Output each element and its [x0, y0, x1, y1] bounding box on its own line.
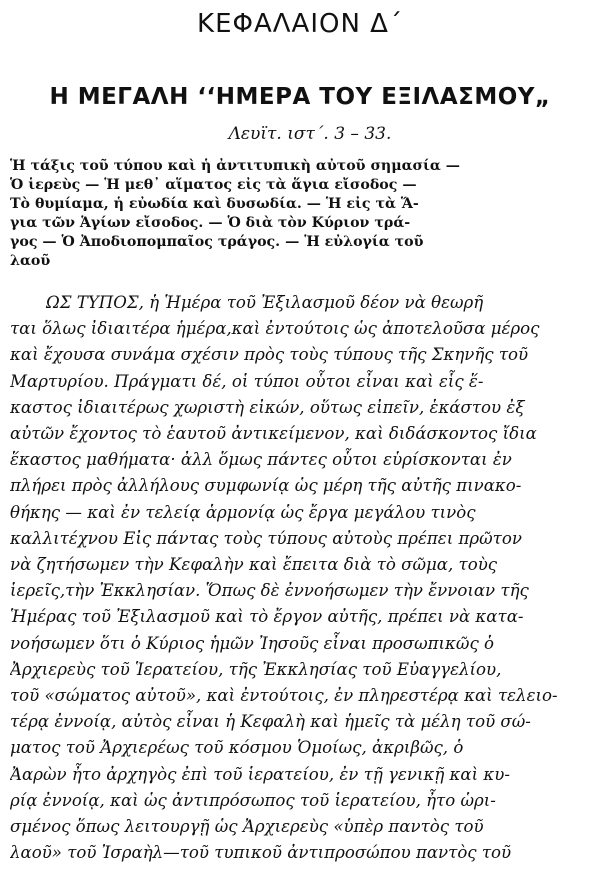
body-line: Ἀρχιερεὺς τοῦ Ἱερατείου, τῆς Ἐκκλησίας τοῦ Εὐαγγελίου, [10, 659, 502, 679]
summary-line: λαοῦ [10, 253, 51, 269]
body-line: ἕκαστος μαθήματα· ἀλλ ὅμως πάντες οὗτοι εὑρίσκονται ἐν [10, 450, 512, 470]
summary-line: Ὁ ἱερεὺς — Ἡ μεθ᾽ αἵματος εἰς τὰ ἅγια εἴσοδος — [10, 177, 417, 193]
body-line: καστος ἰδιαιτέρως χωριστὴ εἰκών, οὕτως εἰπεῖν, ἑκάστου ἐξ [10, 397, 525, 417]
body-line: τοῦ «σώματος αὐτοῦ», καὶ ἐντούτοις, ἐν πληρεστέρᾳ καὶ τελειο- [10, 686, 558, 706]
body-line: σμένος ὅπως λειτουργῇ ὡς Ἀρχιερεὺς «ὑπὲρ παντὸς τοῦ [10, 817, 484, 837]
section-title: Η ΜΕΓΑΛΗ ‘‘ΗΜΕΡΑ ΤΟΥ ΕΞΙΛΑΣΜΟΥ„ [49, 84, 551, 110]
body-line: ρίᾳ ἐννοίᾳ, καὶ ὡς ἀντιπρόσωπος τοῦ ἱερατείου, ἦτο ὡρι- [10, 790, 496, 810]
body-line: τέρᾳ ἐννοίᾳ, αὐτὸς εἶναι ἡ Κεφαλὴ καὶ ἡμεῖς τὰ μέλη τοῦ σώ- [10, 712, 531, 732]
body-line: καλλιτέχνου Εἰς πάντας τοὺς τύπους αὐτοὺς πρέπει πρῶτον [10, 528, 522, 548]
body-line: αὐτῶν ἔχοντος τὸ ἑαυτοῦ ἀντικείμενον, καὶ διδάσκοντος ἴδια [10, 424, 537, 444]
summary-line: Τὸ θυμίαμα, ἡ εὐωδία καὶ δυσωδία. — Ἡ εἰς τὰ Ἅ- [10, 196, 419, 212]
summary-line: για τῶν Ἁγίων εἴσοδος. — Ὁ διὰ τὸν Κύριον τρά- [10, 215, 411, 231]
body-line: καὶ ἔχουσα συνάμα σχέσιν πρὸς τοὺς τύπους τῆς Σκηνῆς τοῦ [10, 345, 529, 365]
body-text [10, 290, 590, 866]
summary-line: γος — Ὁ Ἀποδιοπομπαῖος τράγος. — Ἡ εὐλογία τοῦ [10, 234, 424, 250]
body-line: νὰ ζητήσωμεν τὴν Κεφαλὴν καὶ ἔπειτα διὰ τὸ σῶμα, τοὺς [10, 555, 498, 575]
body-line: λαοῦ» τοῦ Ἰσραὴλ—τοῦ τυπικοῦ ἀντιπροσώπου παντὸς τοῦ [10, 843, 512, 863]
body-line: Ἡμέρας τοῦ Ἐξιλασμοῦ καὶ τὸ ἔργον αὐτῆς, πρέπει νὰ κατα- [10, 607, 524, 627]
body-line: ματος τοῦ Ἀρχιερέως τοῦ κόσμου Ὁμοίως, ἀκριβῶς, ὁ [10, 738, 464, 758]
chapter-summary [10, 157, 582, 271]
body-line: πλήρει πρὸς ἀλλήλους συμφωνίᾳ ὡς μέρη τῆς αὐτῆς πινακο- [10, 476, 522, 496]
body-line: ἱερεῖς,τὴν Ἐκκλησίαν. Ὅπως δὲ ἐννοήσωμεν τὴν ἔννοιαν τῆς [10, 581, 529, 601]
body-line: ται ὅλως ἰδιαιτέρα ἡμέρα,καὶ ἐντούτοις ὡς ἀποτελοῦσα μέρος [10, 319, 540, 339]
body-line: θήκης — καὶ ἐν τελείᾳ ἁρμονίᾳ ὡς ἔργα μεγάλου τινὸς [10, 502, 476, 522]
body-line: νοήσωμεν ὅτι ὁ Κύριος ἡμῶν Ἰησοῦς εἶναι προσωπικῶς ὁ [10, 633, 495, 653]
chapter-heading: ΚΕΦΑΛΑΙΟΝ Δ΄ [197, 9, 403, 39]
body-line: Ἀαρὼν ἦτο ἀρχηγὸς ἐπὶ τοῦ ἱερατείου, ἐν τῇ γενικῇ καὶ κυ- [10, 764, 510, 784]
body-line: ΩΣ ΤΥΠΟΣ, ἡ Ἡμέρα τοῦ Ἐξιλασμοῦ δέον νὰ θεωρῆ [46, 293, 484, 312]
scripture-reference: Λευϊτ. ιστ΄. 3 – 33. [228, 124, 392, 144]
body-line: Μαρτυρίου. Πράγματι δέ, οἱ τύποι οὗτοι εἶναι καὶ εἷς ἕ- [10, 371, 484, 391]
summary-line: Ἡ τάξις τοῦ τύπου καὶ ἡ ἀντιτυπικὴ αὐτοῦ σημασία — [10, 158, 460, 174]
